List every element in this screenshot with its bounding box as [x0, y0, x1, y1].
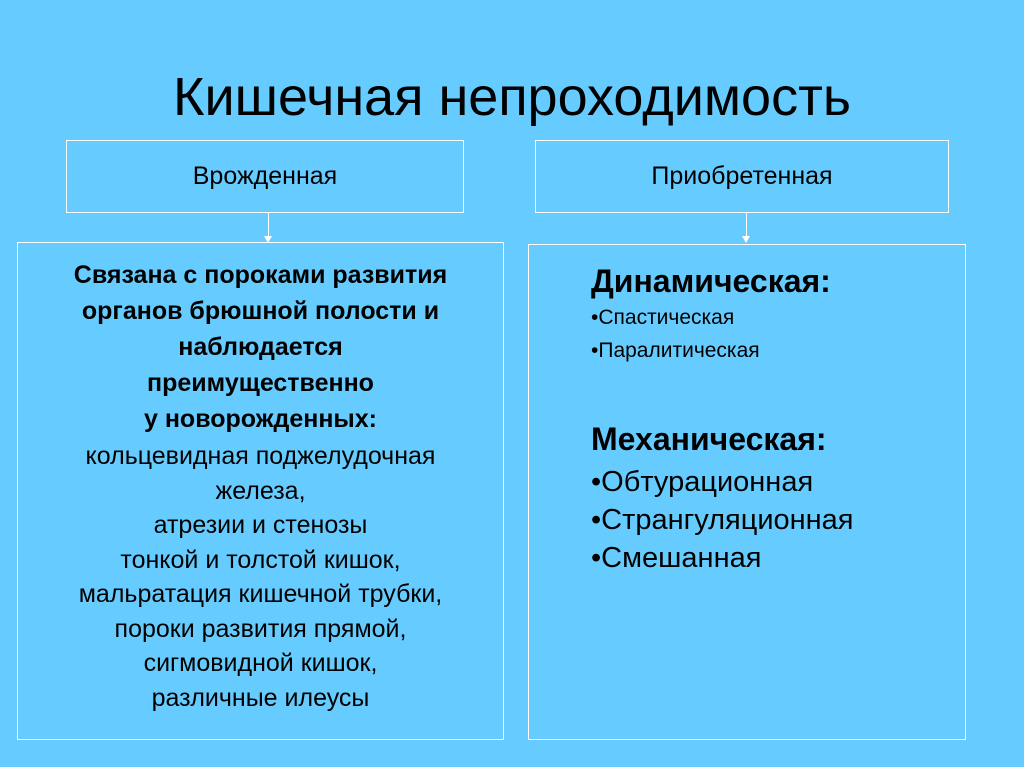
congenital-category-box [66, 140, 464, 213]
intro-line: у новорожденных: [143, 405, 378, 433]
item-line: мальратация кишечной трубки, [78, 580, 443, 608]
page-title: Кишечная непроходимость [173, 67, 851, 127]
item-line: атрезии и стенозы [153, 511, 368, 539]
intro-line: преимущественно [147, 369, 374, 397]
item-line: железа, [215, 476, 306, 505]
mechanical-item: •Странгуляционная [591, 504, 854, 536]
dynamic-item: •Спастическая [591, 306, 735, 329]
intro-line: Связана с пороками развития [73, 261, 448, 289]
acquired-types-box [528, 244, 966, 740]
mechanical-item: •Смешанная [591, 542, 762, 574]
down-arrow-icon [268, 213, 269, 237]
mechanical-group [591, 419, 965, 577]
intro-line: органов брюшной полости и [81, 297, 440, 325]
intro-line: наблюдается [178, 333, 343, 361]
dynamic-item: •Паралитическая [591, 339, 760, 362]
congenital-intro [18, 257, 503, 437]
dynamic-heading: Динамическая: [591, 263, 831, 299]
mechanical-heading: Механическая: [591, 421, 827, 457]
item-line: пороки развития прямой, [114, 614, 407, 643]
dynamic-group [591, 261, 965, 367]
acquired-label: Приобретенная [651, 162, 833, 190]
item-line: кольцевидная поджелудочная [85, 442, 436, 470]
item-line: сигмовидной кишок, [143, 649, 378, 677]
item-line: тонкой и толстой кишок, [120, 545, 401, 574]
congenital-description-box [17, 242, 504, 740]
acquired-category-box [535, 140, 949, 213]
mechanical-item: •Обтурационная [591, 466, 814, 498]
item-line: различные илеусы [151, 683, 370, 712]
congenital-label: Врожденная [192, 162, 338, 190]
congenital-items [18, 439, 503, 715]
down-arrow-icon [746, 213, 747, 237]
